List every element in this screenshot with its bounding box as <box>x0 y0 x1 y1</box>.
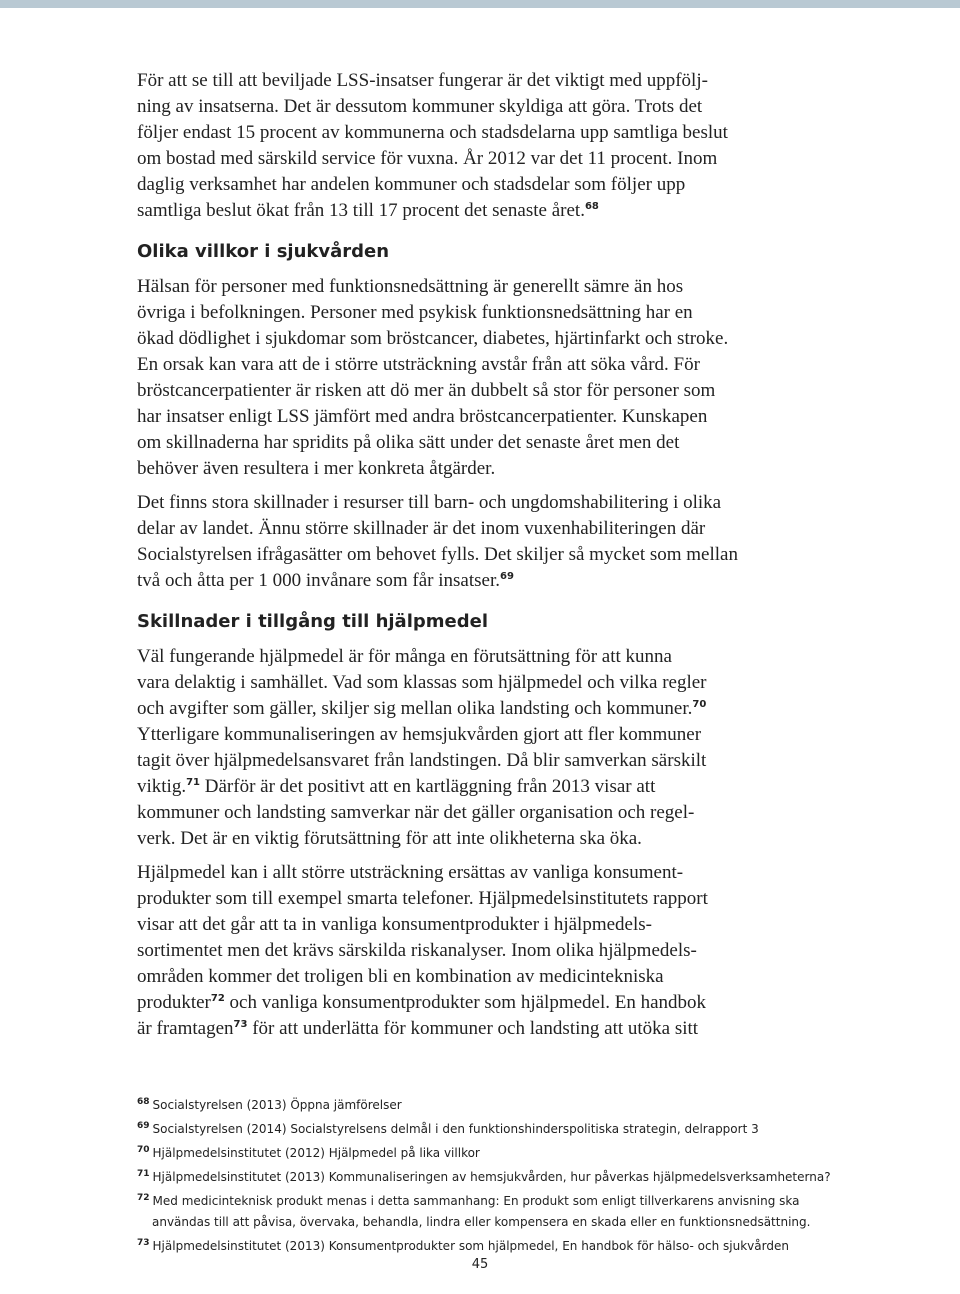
text-line: har insatser enligt LSS jämfört med andra bröstcancerpatienter. Kunskapen <box>137 406 708 427</box>
footnotes <box>137 1092 857 1257</box>
text-line <box>137 990 827 1016</box>
text-line: Hälsan för personer med funktionsnedsättning är generellt sämre än hos <box>137 276 684 297</box>
footnote-number: 69 <box>137 1121 150 1131</box>
text-line: Socialstyrelsen ifrågasätter om behovet fylls. Det skiljer så mycket som mellan <box>137 544 738 565</box>
paragraph-2 <box>137 274 827 482</box>
paragraph-1 <box>137 68 827 224</box>
text-line: sortimentet men det krävs särskilda riskanalyser. Inom olika hjälpmedels- <box>137 940 697 961</box>
text-line: produkter som till exempel smarta telefoner. Hjälpmedelsinstitutets rapport <box>137 888 708 909</box>
page-number: 45 <box>471 1257 489 1272</box>
text-segment: och vanliga konsumentprodukter som hjälpmedel. En handbok <box>224 992 707 1013</box>
text-line: För att se till att beviljade LSS-insatser fungerar är det viktigt med uppfölj- <box>137 70 708 91</box>
footnote-text: Hjälpmedelsinstitutet (2012) Hjälpmedel på lika villkor <box>152 1146 480 1160</box>
footnote-71 <box>137 1164 857 1188</box>
footnote-number: 72 <box>137 1193 150 1203</box>
text-line <box>137 198 827 224</box>
footnote-number: 71 <box>137 1169 150 1179</box>
footnote-ref[interactable]: 71 <box>186 777 201 788</box>
footnote-text: Med medicinteknisk produkt menas i detta sammanhang: En produkt som enligt tillverkarens anvisning ska <box>152 1194 800 1208</box>
footnote-ref[interactable]: 68 <box>584 201 599 212</box>
top-accent-bar <box>0 0 960 8</box>
text-segment: produkter <box>137 992 211 1013</box>
text-line: tagit över hjälpmedelsansvaret från landstingen. Då blir samverkan särskilt <box>137 750 707 771</box>
text-line: delar av landet. Ännu större skillnader är det inom vuxenhabiliteringen där <box>137 518 706 539</box>
text-line: verk. Det är en viktig förutsättning för att inte olikheterna ska öka. <box>137 828 642 849</box>
footnote-68 <box>137 1092 857 1116</box>
text-line <box>137 774 827 800</box>
section-heading: Skillnader i tillgång till hjälpmedel <box>137 611 488 632</box>
text-segment: samtliga beslut ökat från 13 till 17 procent det senaste året. <box>137 200 585 221</box>
footnote-number: 68 <box>137 1097 150 1107</box>
text-line: visar att det går att ta in vanliga konsumentprodukter i hjälpmedels- <box>137 914 652 935</box>
text-segment: för att underlätta för kommuner och landsting att utöka sitt <box>247 1018 699 1039</box>
text-line: kommuner och landsting samverkar när det gäller organisation och regel- <box>137 802 695 823</box>
footnote-ref[interactable]: 70 <box>692 699 707 710</box>
footnote-72 <box>137 1188 857 1212</box>
text-line: om bostad med särskild service för vuxna. År 2012 var det 11 procent. Inom <box>137 148 718 169</box>
text-line: övriga i befolkningen. Personer med psykisk funktionsnedsättning har en <box>137 302 693 323</box>
paragraph-4 <box>137 644 827 852</box>
footnote-ref[interactable]: 72 <box>210 993 225 1004</box>
text-line: Hjälpmedel kan i allt större utsträckning ersättas av vanliga konsument- <box>137 862 684 883</box>
text-line: Det finns stora skillnader i resurser till barn- och ungdomshabilitering i olika <box>137 492 722 513</box>
footnote-text: Socialstyrelsen (2014) Socialstyrelsens delmål i den funktionshinderspolitiska strategin, delrapport 3 <box>152 1122 759 1136</box>
text-line: ökad dödlighet i sjukdomar som bröstcancer, diabetes, hjärtinfarkt och stroke. <box>137 328 729 349</box>
text-line: daglig verksamhet har andelen kommuner och stadsdelar som följer upp <box>137 174 686 195</box>
text-line: bröstcancerpatienter är risken att dö mer än dubbelt så stor för personer som <box>137 380 716 401</box>
text-line: följer endast 15 procent av kommunerna och stadsdelarna upp samtliga beslut <box>137 122 728 143</box>
footnote-70 <box>137 1140 857 1164</box>
footnote-text: Hjälpmedelsinstitutet (2013) Kommunaliseringen av hemsjukvården, hur påverkas hjälpmedelsverksamheterna? <box>152 1170 831 1184</box>
footnote-text: Hjälpmedelsinstitutet (2013) Konsumentprodukter som hjälpmedel, En handbok för hälso- och sjukvården <box>152 1239 789 1253</box>
paragraph-3 <box>137 490 827 594</box>
text-line: En orsak kan vara att de i större utsträckning avstår från att söka vård. För <box>137 354 700 375</box>
footnote-72-continuation: användas till att påvisa, övervaka, behandla, lindra eller kompensera en skada eller en funktionsnedsättning. <box>152 1215 811 1229</box>
text-line <box>137 1016 827 1042</box>
text-line <box>137 568 827 594</box>
section-heading: Olika villkor i sjukvården <box>137 241 390 262</box>
paragraph-5 <box>137 860 827 1042</box>
text-line: områden kommer det troligen bli en kombination av medicintekniska <box>137 966 664 987</box>
footnote-number: 70 <box>137 1145 150 1155</box>
text-line <box>137 696 827 722</box>
text-segment: Därför är det positivt att en kartläggning från 2013 visar att <box>200 776 656 797</box>
footnote-number: 73 <box>137 1238 150 1248</box>
body-text <box>137 68 827 1050</box>
text-line: Ytterligare kommunaliseringen av hemsjukvården gjort att fler kommuner <box>137 724 702 745</box>
text-line: om skillnaderna har spridits på olika sätt under det senaste året men det <box>137 432 680 453</box>
footnote-ref[interactable]: 69 <box>500 571 514 582</box>
text-segment: är framtagen <box>137 1018 234 1039</box>
text-segment: två och åtta per 1 000 invånare som får insatser. <box>137 570 500 591</box>
text-segment: viktig. <box>137 776 187 797</box>
text-line: Väl fungerande hjälpmedel är för många en förutsättning för att kunna <box>137 646 672 667</box>
footnote-text: Socialstyrelsen (2013) Öppna jämförelser <box>152 1098 402 1112</box>
text-segment: och avgifter som gäller, skiljer sig mellan olika landsting och kommuner. <box>137 698 693 719</box>
footnote-73 <box>137 1233 857 1257</box>
text-line: ning av insatserna. Det är dessutom kommuner skyldiga att göra. Trots det <box>137 96 703 117</box>
text-line: vara delaktig i samhället. Vad som klassas som hjälpmedel och vilka regler <box>137 672 707 693</box>
text-line: behöver även resultera i mer konkreta åtgärder. <box>137 458 496 479</box>
footnote-69 <box>137 1116 857 1140</box>
footnote-ref[interactable]: 73 <box>233 1019 248 1030</box>
